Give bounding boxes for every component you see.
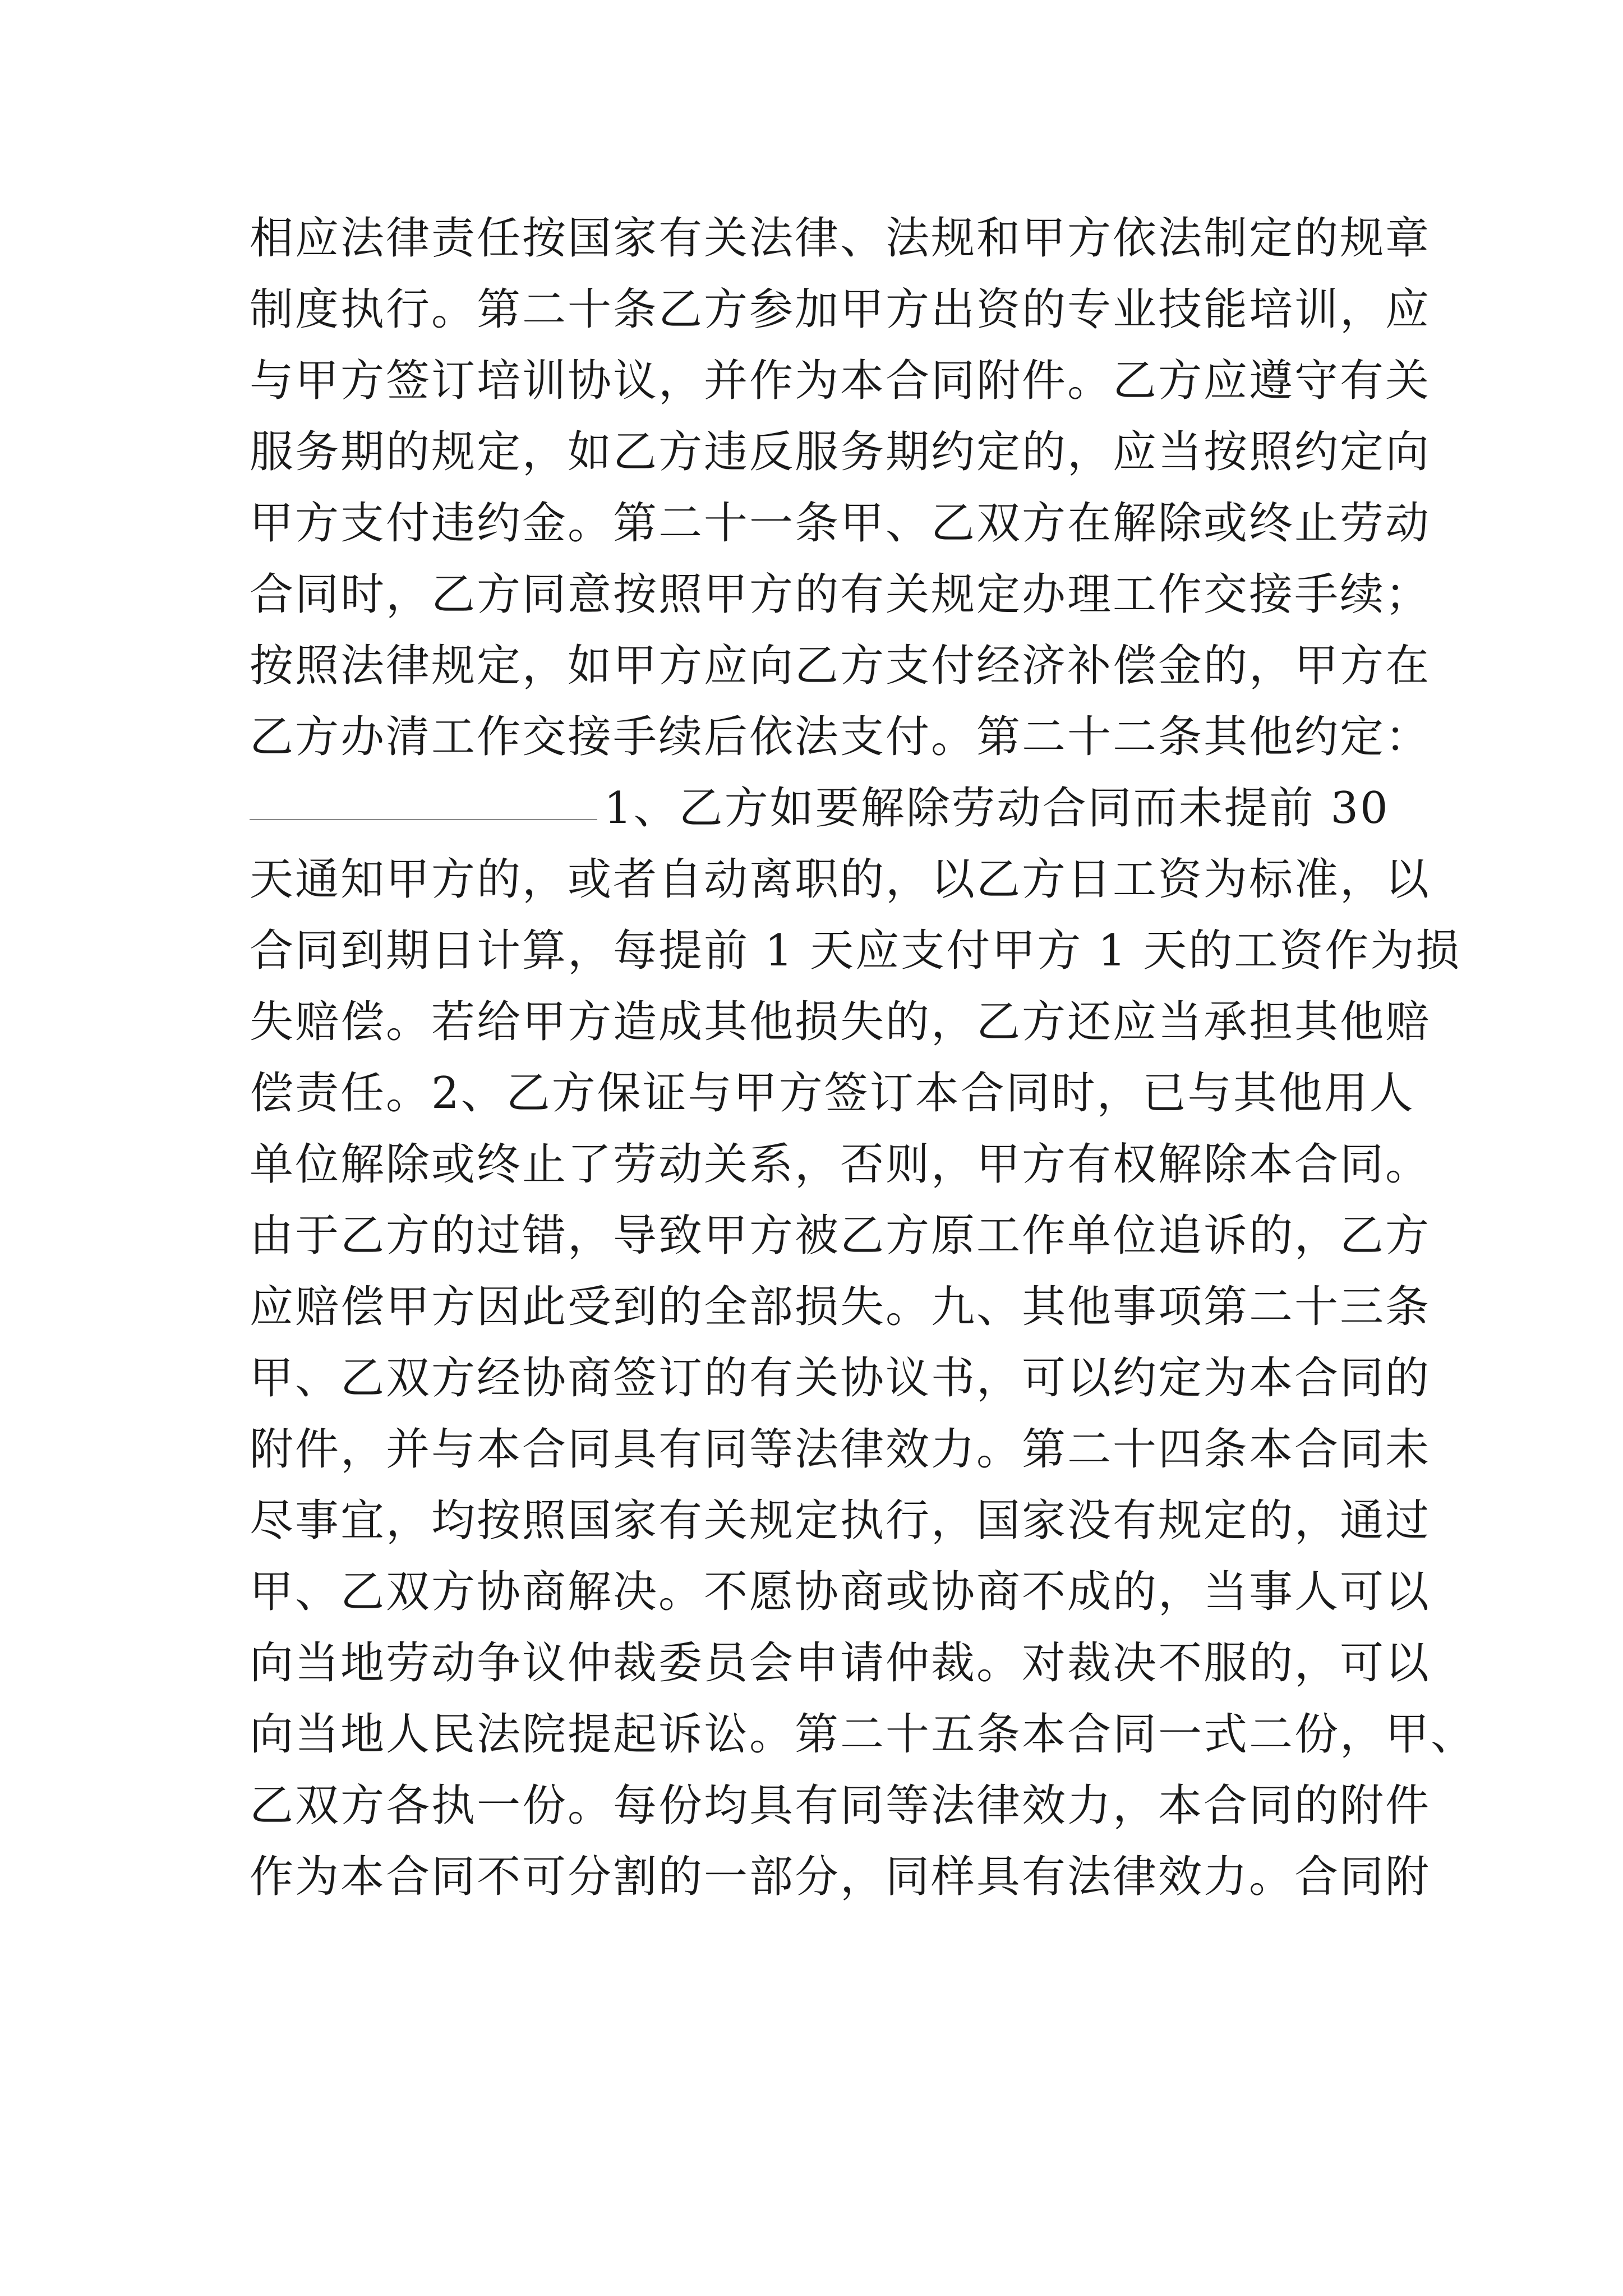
blank-fill-line: [250, 773, 1405, 844]
text-line: 合同时，乙方同意按照甲方的有关规定办理工作交接手续；: [250, 569, 1431, 620]
text-line: 制度执行。第二十条乙方参加甲方出资的专业技能培训，应: [250, 284, 1431, 335]
text-line: 甲、乙双方协商解决。不愿协商或协商不成的，当事人可以: [250, 1567, 1431, 1617]
text-line: 应赔偿甲方因此受到的全部损失。九、其他事项第二十三条: [250, 1282, 1431, 1332]
text-line: 偿责任。2、乙方保证与甲方签订本合同时，已与其他用人: [250, 1068, 1415, 1119]
text-line: 作为本合同不可分割的一部分，同样具有法律效力。合同附: [250, 1852, 1431, 1902]
text-line: 相应法律责任按国家有关法律、法规和甲方依法制定的规章: [250, 213, 1431, 264]
text-line: 附件，并与本合同具有同等法律效力。第二十四条本合同未: [250, 1424, 1431, 1475]
text-line: 天通知甲方的，或者自动离职的，以乙方日工资为标准，以: [250, 854, 1431, 905]
text-line: 失赔偿。若给甲方造成其他损失的，乙方还应当承担其他赔: [250, 997, 1431, 1047]
text-line: 1、乙方如要解除劳动合同而未提前 30: [604, 783, 1390, 834]
text-line: 按照法律规定，如甲方应向乙方支付经济补偿金的，甲方在: [250, 641, 1431, 691]
text-line: 乙双方各执一份。每份均具有同等法律效力，本合同的附件: [250, 1780, 1431, 1831]
fill-in-blank[interactable]: [250, 773, 597, 820]
text-line: 服务期的规定，如乙方违反服务期约定的，应当按照约定向: [250, 427, 1431, 477]
text-line: 由于乙方的过错，导致甲方被乙方原工作单位追诉的，乙方: [250, 1211, 1431, 1261]
text-line: 向当地人民法院提起诉讼。第二十五条本合同一式二份，甲、: [250, 1709, 1477, 1760]
text-line: 合同到期日计算，每提前 1 天应支付甲方 1 天的工资作为损: [250, 926, 1461, 976]
text-line: 向当地劳动争议仲裁委员会申请仲裁。对裁决不服的，可以: [250, 1638, 1431, 1688]
text-line: 尽事宜，均按照国家有关规定执行，国家没有规定的，通过: [250, 1496, 1431, 1546]
text-line: 乙方办清工作交接手续后依法支付。第二十二条其他约定：: [250, 712, 1431, 762]
text-line: 甲方支付违约金。第二十一条甲、乙双方在解除或终止劳动: [250, 498, 1431, 549]
text-line: 甲、乙双方经协商签订的有关协议书，可以约定为本合同的: [250, 1353, 1431, 1404]
text-line: 与甲方签订培训协议，并作为本合同附件。乙方应遵守有关: [250, 356, 1431, 406]
text-line: 单位解除或终止了劳动关系，否则，甲方有权解除本合同。: [250, 1139, 1431, 1190]
contract-body-text: [250, 203, 1477, 1913]
